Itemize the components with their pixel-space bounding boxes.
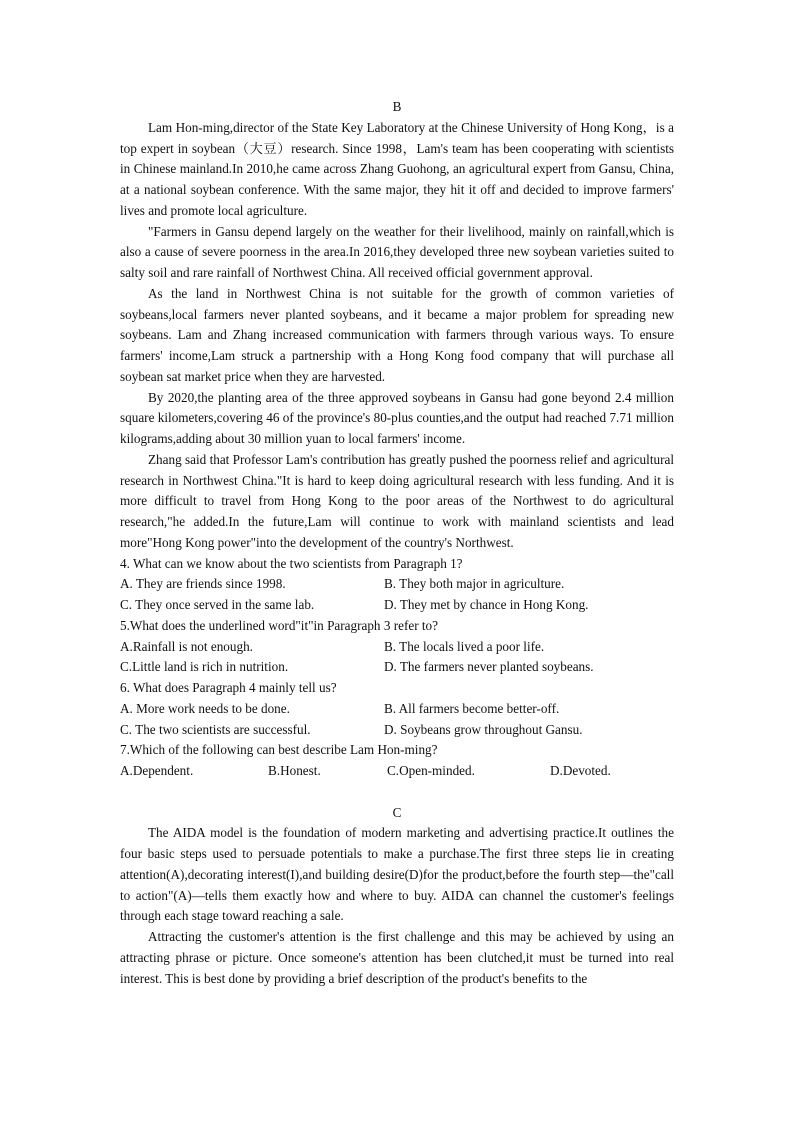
- passage-b-paragraph-3: As the land in Northwest China is not suitable for the growth of common varieties of soybeans,local farmers never planted soybeans, and it became a major problem for spreading new soybeans. Lam and Zhang increased communication with farmers through various ways. To ensure farmers' income,Lam struck a partnership with a Hong Kong food company that will purchase all soybean sat market price when they are harvested.: [120, 285, 674, 384]
- options-row: [120, 574, 674, 595]
- passage-c-paragraph-1: The AIDA model is the foundation of modern marketing and advertising practice.It outlines the four basic steps used to persuade potentials to make a purchase.The first three steps lie in creating attention(A),decorating interest(I),and building desire(D)for the product,before the fourth step—the"call to action"(A)—tells them exactly how and where to buy. AIDA can channel the customer's feelings through each stage toward reaching a sale.: [120, 825, 674, 924]
- options-row: [120, 637, 674, 658]
- option-c: C.Open-minded.: [387, 763, 475, 778]
- passage-b-paragraph-4: By 2020,the planting area of the three approved soybeans in Gansu had gone beyond 2.4 million square kilometers,covering 46 of the province's 80-plus counties,and the output had reached 7.71 million kilograms,adding about 30 million yuan to local farmers' income.: [120, 389, 674, 446]
- section-spacer: [120, 782, 674, 803]
- question-6: [120, 678, 674, 740]
- section-c-title: C: [392, 804, 402, 820]
- options-row: [120, 595, 674, 616]
- option-d: D.Devoted.: [550, 763, 611, 778]
- passage-c-paragraph-2: Attracting the customer's attention is the first challenge and this may be achieved by using an attracting phrase or picture. Once someone's attention has been clutched,it must be turned into real interest. This is best done by providing a brief description of the product's benefits to the: [120, 929, 674, 986]
- passage-b-paragraph-2: "Farmers in Gansu depend largely on the weather for their livelihood, mainly on rainfall,which is also a cause of severe poorness in the area.In 2016,they developed three new soybean varieties suited to salty soil and rare rainfall of Northwest China. All received official government approval.: [120, 223, 674, 280]
- option-b: B. The locals lived a poor life.: [384, 638, 545, 654]
- section-b-title: B: [392, 99, 402, 114]
- option-b: B. All farmers become better-off.: [384, 700, 560, 716]
- option-b: B.Honest.: [268, 763, 321, 778]
- option-a: A.Dependent.: [120, 763, 194, 778]
- question-4: [120, 554, 674, 616]
- option-a: A.Rainfall is not enough.: [120, 638, 253, 654]
- passage-b-paragraph-5: Zhang said that Professor Lam's contribution has greatly pushed the poorness relief and agricultural research in Northwest China."It is hard to keep doing agricultural research with less funding. And it is more difficult to travel from Hong Kong to the poor areas of the Northwest to do agricultural research,"he added.In the future,Lam will continue to work with mainland scientists and lead more"Hong Kong power"into the development of the country's Northwest.: [120, 451, 674, 550]
- options-row: [120, 657, 674, 678]
- document-page: [120, 97, 674, 989]
- option-b: B. They both major in agriculture.: [384, 576, 565, 592]
- options-row: [120, 761, 674, 782]
- question-stem: 4. What can we know about the two scientists from Paragraph 1?: [120, 555, 463, 571]
- option-c: C. The two scientists are successful.: [120, 721, 311, 737]
- question-7: [120, 740, 674, 782]
- question-5: [120, 616, 674, 678]
- options-row: [120, 699, 674, 720]
- option-c: C. They once served in the same lab.: [120, 597, 315, 612]
- question-stem: 7.Which of the following can best describe Lam Hon-ming?: [120, 742, 438, 758]
- option-c: C.Little land is rich in nutrition.: [120, 659, 289, 675]
- option-d: D. The farmers never planted soybeans.: [384, 659, 594, 675]
- passage-b-paragraph-1: Lam Hon-ming,director of the State Key Laboratory at the Chinese University of Hong Kong，is a top expert in soybean（大豆）research. Since 1998，Lam's team has been cooperating with scientists in Chinese mainland.In 2010,he came across Zhang Guohong, an agricultural expert from Gansu, China, at a national soybean conference. With the same major, they hit it off and decided to improve farmers' lives and promote local agriculture.: [120, 119, 674, 218]
- question-stem: 5.What does the underlined word"it"in Paragraph 3 refer to?: [120, 617, 439, 633]
- option-d: D. Soybeans grow throughout Gansu.: [384, 721, 583, 737]
- question-stem: 6. What does Paragraph 4 mainly tell us?: [120, 680, 337, 695]
- option-d: D. They met by chance in Hong Kong.: [384, 597, 589, 612]
- option-a: A. More work needs to be done.: [120, 700, 290, 716]
- options-row: [120, 720, 674, 741]
- option-a: A. They are friends since 1998.: [120, 576, 286, 592]
